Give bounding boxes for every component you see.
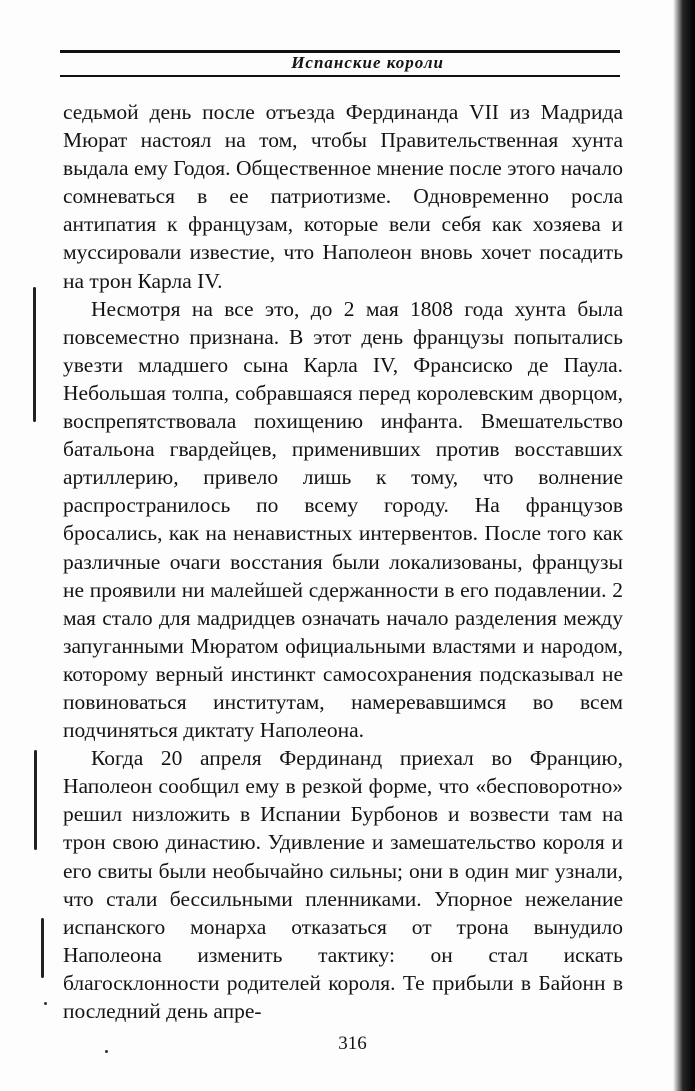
- header-rule-bottom: [60, 75, 620, 77]
- main-text-block: [63, 98, 623, 1025]
- page-number: 316: [338, 1033, 367, 1054]
- running-header-title: Испанские короли: [291, 53, 444, 72]
- paragraph-2: Несмотря на все это, до 2 мая 1808 года хунта была повсеместно признана. В этот день французы попытались увезти младшего сына Карла IV, Франсиско де Паула. Небольшая толпа, собравшаяся перед королевским дворцом, воспрепятствовала похищению инфанта. Вмешательство батальона гвардейцев, применивших против восставших артиллерию, привело лишь к тому, что волнение распространилось по всему городу. На французов бросались, как на ненавистных интервентов. После того как различные очаги восстания были локализованы, французы не проявили ни малейшей сдержанности в его подавлении. 2 мая стало для мадридцев означать начало разделения между запуганными Мюратом официальными властями и народом, которому верный инстинкт самосохранения подсказывал не повиноваться институтам, намеревавшимся во всем подчиняться диктату Наполеона.: [63, 296, 623, 743]
- margin-pencil-mark: [41, 918, 44, 978]
- margin-pencil-mark: [33, 287, 36, 422]
- paragraph-1: седьмой день после отъезда Фердинанда VII из Мадрида Мюрат настоял на том, чтобы Правительственная хунта выдала ему Годоя. Общественное мнение после этого начало сомневаться в ее патриотизме. Одновременно росла антипатия к французам, которые вели себя как хозяева и муссировали известие, что Наполеон вновь хочет посадить на трон Карла IV.: [63, 100, 623, 293]
- scan-speck: [44, 1002, 47, 1005]
- paragraph-3: Когда 20 апреля Фердинанд приехал во Францию, Наполеон сообщил ему в резкой форме, что «бесповоротно» решил низложить в Испании Бурбонов и возвести там на трон свою династию. Удивление и замешательство короля и его свиты были необычайно сильны; они в один миг узнали, что стали бессильными пленниками. Упорное нежелание испанского монарха отказаться от трона вынудило Наполеона изменить тактику: он стал искать благосклонности родителей короля. Те прибыли в Байонн в последний день апре-: [63, 746, 623, 1023]
- margin-pencil-mark: [34, 750, 37, 850]
- scan-edge-shadow: [673, 0, 695, 1091]
- scan-speck: [105, 1050, 108, 1053]
